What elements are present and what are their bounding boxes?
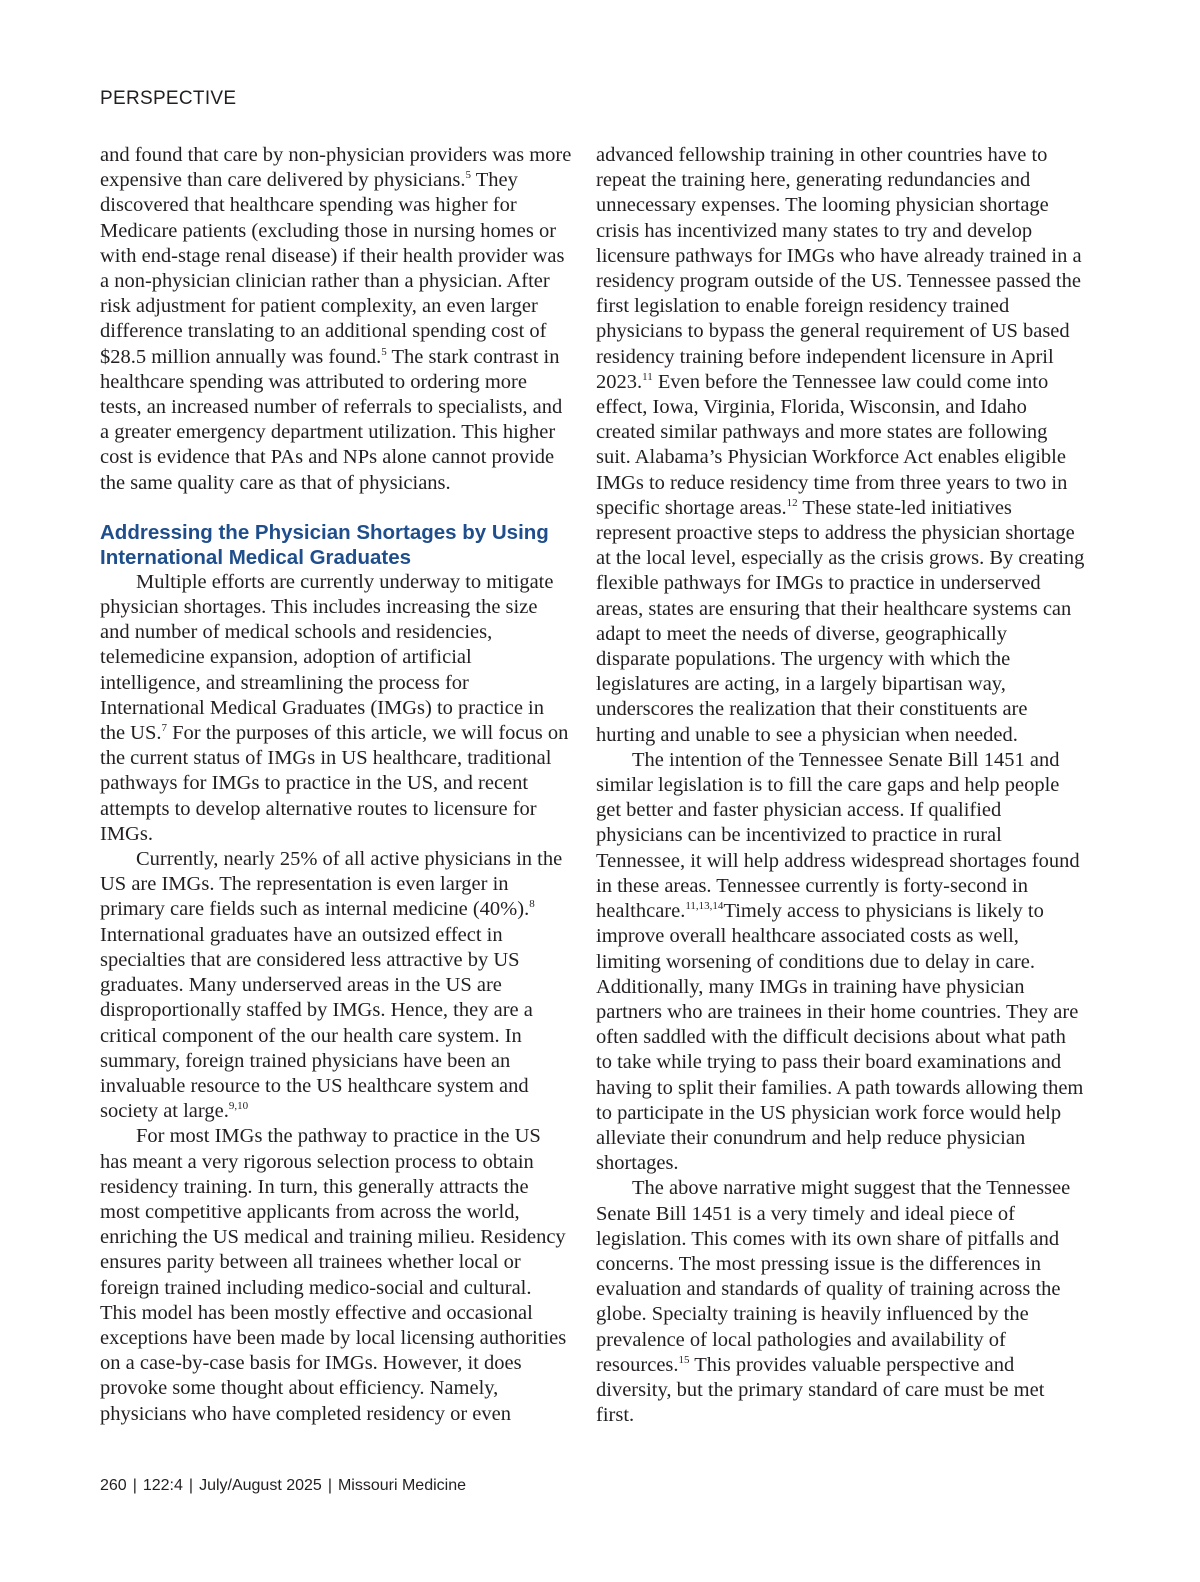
reference-superscript: 11,13,14 — [685, 900, 724, 913]
paragraph-text: Currently, nearly 25% of all active physicians in the US are IMGs. The representation is even larger in primary care fields such as internal medicine (40%). — [100, 848, 563, 921]
section-label: PERSPECTIVE — [100, 88, 237, 109]
reference-superscript: 9,10 — [228, 1100, 249, 1113]
reference-superscript: 15 — [678, 1353, 690, 1366]
page-number: 260 — [100, 1477, 127, 1494]
paragraph-text: They discovered that healthcare spending was higher for Medicare patients (excluding those in nursing homes or with end-stage renal disease) if their health provider was a non-physician clinician rather than a physician. After risk adjustment for patient complexity, an even larger difference translating to an additional spending cost of $28.5 million annually was found. — [100, 169, 565, 368]
paragraph — [596, 748, 1086, 1176]
left-column — [100, 143, 572, 1427]
paragraph-text: International graduates have an outsized effect in specialties that are considered less attractive by US graduates. Many underserved areas in the US are disproportionally staffed by IMGs. Hence, they are a critical component of the our health care system. In summary, foreign trained physicians have been an invaluable resource to the US healthcare system and society at large. — [100, 923, 533, 1123]
paragraph-text: Even before the Tennessee law could come into effect, Iowa, Virginia, Florida, Wisconsin, and Idaho created similar pathways and more states are following suit. Alabama’s Physician Workforce Act enables eligible IMGs to reduce residency time from three years to two in specific shortage areas. — [596, 370, 1068, 519]
reference-superscript: 7 — [161, 722, 167, 735]
reference-superscript: 5 — [381, 345, 387, 358]
volume-issue: 122:4 — [142, 1477, 183, 1494]
footer-separator: | — [188, 1477, 194, 1494]
paragraph-text: The intention of the Tennessee Senate Bill 1451 and similar legislation is to fill the care gaps and help people get better and faster physician access. If qualified physicians can be incentivized to practice in rural Tennessee, it will help address widespread shortages found in these areas. Tennessee currently is forty-second in healthcare. — [596, 748, 1080, 923]
footer-separator: | — [132, 1477, 137, 1494]
journal-name: Missouri Medicine — [337, 1477, 467, 1494]
paragraph: For most IMGs the pathway to practice in the US has meant a very rigorous selection process to obtain residency training. In turn, this generally attracts the most competitive applicants from across the world, enriching the US medical and training milieu. Residency ensures parity between all trainees whether local or foreign trained including medico-social and cultural. This model has been mostly effective and occasional exceptions have been made by local licensing authorities on a case-by-case basis for IMGs. However, it does provoke some thought about efficiency. Namely, physicians who have completed residency or even — [100, 1125, 567, 1425]
paragraph-text: For the purposes of this article, we will focus on the current status of IMGs in US healthcare, traditional pathways for IMGs to practice in the US, and recent attempts to develop alternative routes to licensure for IMGs. — [100, 722, 569, 845]
issue-date: July/August 2025 — [199, 1477, 322, 1494]
paragraph-text: The above narrative might suggest that the Tennessee Senate Bill 1451 is a very timely and ideal piece of legislation. This comes with its own share of pitfalls and concerns. The most pressing issue is the differences in evaluation and standards of quality of training across the globe. Specialty training is heavily influenced by the prevalence of local pathologies and availability of resources. — [596, 1177, 1071, 1376]
section-heading: Addressing the Physician Shortages by Using International Medical Graduates — [100, 520, 549, 569]
paragraph-text: This provides valuable perspective and diversity, but the primary standard of care must be met first. — [596, 1353, 1045, 1427]
paragraph-text: Timely access to physicians is likely to improve overall healthcare associated costs as well, limiting worsening of conditions due to delay in care. Additionally, many IMGs in training have physician partners who are trainees in their home countries. They are often saddled with the difficult decisions about what path to take while trying to pass their board examinations and having to split their families. A path towards allowing them to participate in the US physician work force would help alleviate their conundrum and help reduce physician shortages. — [596, 900, 1084, 1175]
paragraph — [100, 847, 572, 1124]
paragraph — [596, 1176, 1086, 1428]
page-footer — [100, 1477, 466, 1495]
paragraph-text: The stark contrast in healthcare spending was attributed to ordering more tests, an increased number of referrals to specialists, and a greater emergency department utilization. This higher cost is evidence that PAs and NPs alone cannot provide the same quality care as that of physicians. — [100, 345, 563, 494]
footer-separator: | — [327, 1477, 332, 1494]
paragraph-text: These state-led initiatives represent proactive steps to address the physician shortage at the local level, especially as the crisis grows. By creating flexible pathways for IMGs to practice in underserved areas, states are ensuring that their healthcare systems can adapt to meet the needs of diverse, geographically disparate populations. The urgency with which the legislatures are acting, in a largely bipartisan way, underscores the realization that their constituents are hurting and unable to see a physician when needed. — [596, 496, 1085, 746]
paragraph-text: advanced fellowship training in other countries have to repeat the training here, generating redundancies and unnecessary expenses. The looming physician shortage crisis has incentivized many states to try and develop licensure pathways for IMGs who have already trained in a residency program outside of the US. Tennessee passed the first legislation to enable foreign residency trained physicians to bypass the general requirement of US based residency training before independent licensure in April 2023. — [596, 144, 1082, 393]
paragraph-text: and found that care by non-physician providers was more expensive than care delivered by physicians. — [100, 144, 572, 192]
paragraph — [100, 143, 572, 496]
paragraph-text: Multiple efforts are currently underway to mitigate physician shortages. This includes increasing the size and number of medical schools and residencies, telemedicine expansion, adoption of artificial intelligence, and streamlining the process for International Medical Graduates (IMGs) to practice in the US. — [100, 570, 554, 745]
reference-superscript: 8 — [529, 898, 535, 911]
reference-superscript: 5 — [465, 169, 471, 182]
reference-superscript: 12 — [786, 497, 798, 510]
right-column — [596, 143, 1086, 1428]
reference-superscript: 11 — [642, 371, 653, 383]
paragraph — [100, 570, 572, 847]
paragraph — [596, 143, 1086, 748]
